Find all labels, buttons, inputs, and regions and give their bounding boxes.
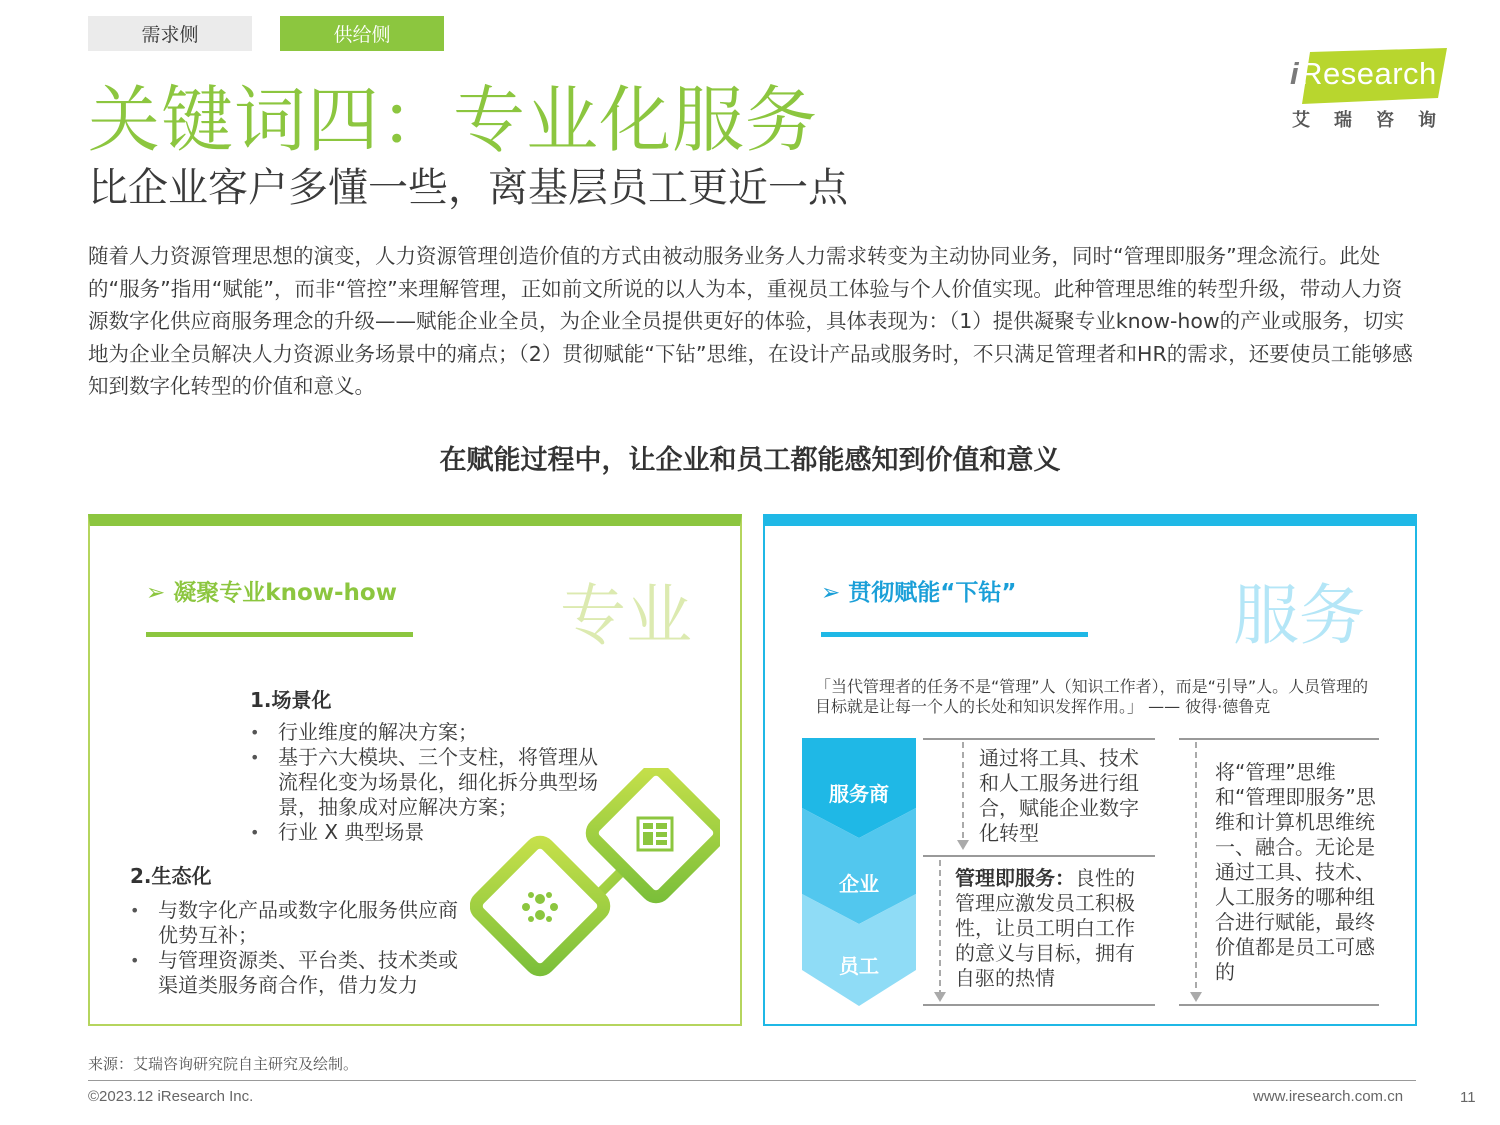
logo-chinese-name: 艾瑞咨询: [1292, 110, 1460, 131]
logo-wordmark: iResearch: [1290, 56, 1437, 91]
section-heading: 在赋能过程中，让企业和员工都能感知到价值和意义: [439, 445, 1061, 476]
integration-text: 将“管理”思维和“管理即服务”思维和计算机思维统一、融合。无论是通过工具、技术、人工服务的哪种组合进行赋能，最终价值都是员工可感的: [1215, 760, 1376, 984]
iresearch-logo: [1290, 48, 1460, 133]
copyright: ©2023.12 iResearch Inc.: [88, 1088, 254, 1105]
drucker-quote: 「当代管理者的任务不是“管理”人（知识工作者），而是“引导”人。人员管理的目标就是让每一个人的长处和知识发挥作用。」 —— 彼得·德鲁克: [815, 677, 1369, 716]
page-number: 11: [1460, 1089, 1476, 1106]
divider: [1179, 1004, 1379, 1006]
divider: [923, 855, 1155, 857]
website-link[interactable]: www.iresearch.com.cn: [1253, 1088, 1404, 1105]
drill-down-title: ➢ 贯彻赋能“下钻”: [821, 580, 1017, 606]
chevron-employee: 员工: [839, 954, 879, 978]
management-as-service-text: 管理即服务：良性的管理应激发员工积极性，让员工明白工作的意义与目标，拥有自驱的热情: [955, 866, 1135, 990]
page-title: 关键词四：专业化服务: [88, 78, 819, 162]
list-item: • 基于六大模块、三个支柱，将管理从流程化变为场景化，细化拆分典型场景，抽象成对应解决方案；: [250, 745, 606, 820]
tab-supply-side[interactable]: 供给侧: [280, 16, 444, 51]
ecosystem-heading: 2.生态化: [130, 864, 212, 888]
service-watermark: 服务: [1233, 577, 1365, 654]
page-subtitle: 比企业客户多懂一些，离基层员工更近一点: [88, 165, 848, 211]
chevron-enterprise: 企业: [839, 872, 879, 896]
list-item: • 行业 X 典型场景: [250, 820, 606, 845]
down-arrow-icon: [933, 860, 947, 1004]
tab-demand-side[interactable]: 需求侧: [88, 16, 252, 51]
middle-column: [923, 738, 1155, 1006]
right-column: [1179, 738, 1379, 1006]
source-note: 来源：艾瑞咨询研究院自主研究及绘制。: [88, 1055, 359, 1073]
scenario-heading: 1.场景化: [250, 688, 332, 712]
list-item: • 行业维度的解决方案；: [250, 720, 606, 745]
down-arrow-icon: [1189, 742, 1203, 1004]
professional-panel: [88, 514, 742, 1026]
list-item: • 与管理资源类、平台类、技术类或渠道类服务商合作，借力发力: [130, 948, 470, 998]
drill-down-underline: [821, 632, 1088, 637]
know-how-title: ➢ 凝聚专业know-how: [146, 580, 397, 606]
service-panel: [763, 514, 1417, 1026]
divider: [923, 738, 1155, 740]
empowerment-text: 通过将工具、技术和人工服务进行组合，赋能企业数字化转型: [979, 746, 1139, 845]
chevron-provider: 服务商: [829, 782, 889, 806]
ecosystem-list: [130, 898, 470, 998]
list-item: • 与数字化产品或数字化服务供应商优势互补；: [130, 898, 470, 948]
divider: [923, 1004, 1155, 1006]
know-how-underline: [146, 632, 413, 637]
diamond-icons: [470, 768, 720, 1018]
chevron-stack: [802, 738, 916, 1008]
professional-watermark: 专业: [560, 577, 692, 654]
footer-divider: [88, 1080, 1416, 1081]
down-arrow-icon: [956, 742, 970, 852]
intro-paragraph: 随着人力资源管理思想的演变，人力资源管理创造价值的方式由被动服务业务人力需求转变为主动协同业务，同时“管理即服务”理念流行。此处的“服务”指用“赋能”，而非“管控”来理解管理，正如前文所说的以人为本，重视员工体验与个人价值实现。此种管理思维的转型升级，带动人力资源数字化供应商服务理念的升级——赋能企业全员，为企业全员提供更好的体验，具体表现为：（1）提供凝聚专业know-how的产业或服务，切实地为企业全员解决人力资源业务场景中的痛点；（2）贯彻赋能“下钻”思维，在设计产品或服务时，不只满足管理者和HR的需求，还要使员工能够感知到数字化转型的价值和意义。: [88, 244, 1413, 398]
team-diamond: [472, 838, 608, 974]
divider: [1179, 738, 1379, 740]
